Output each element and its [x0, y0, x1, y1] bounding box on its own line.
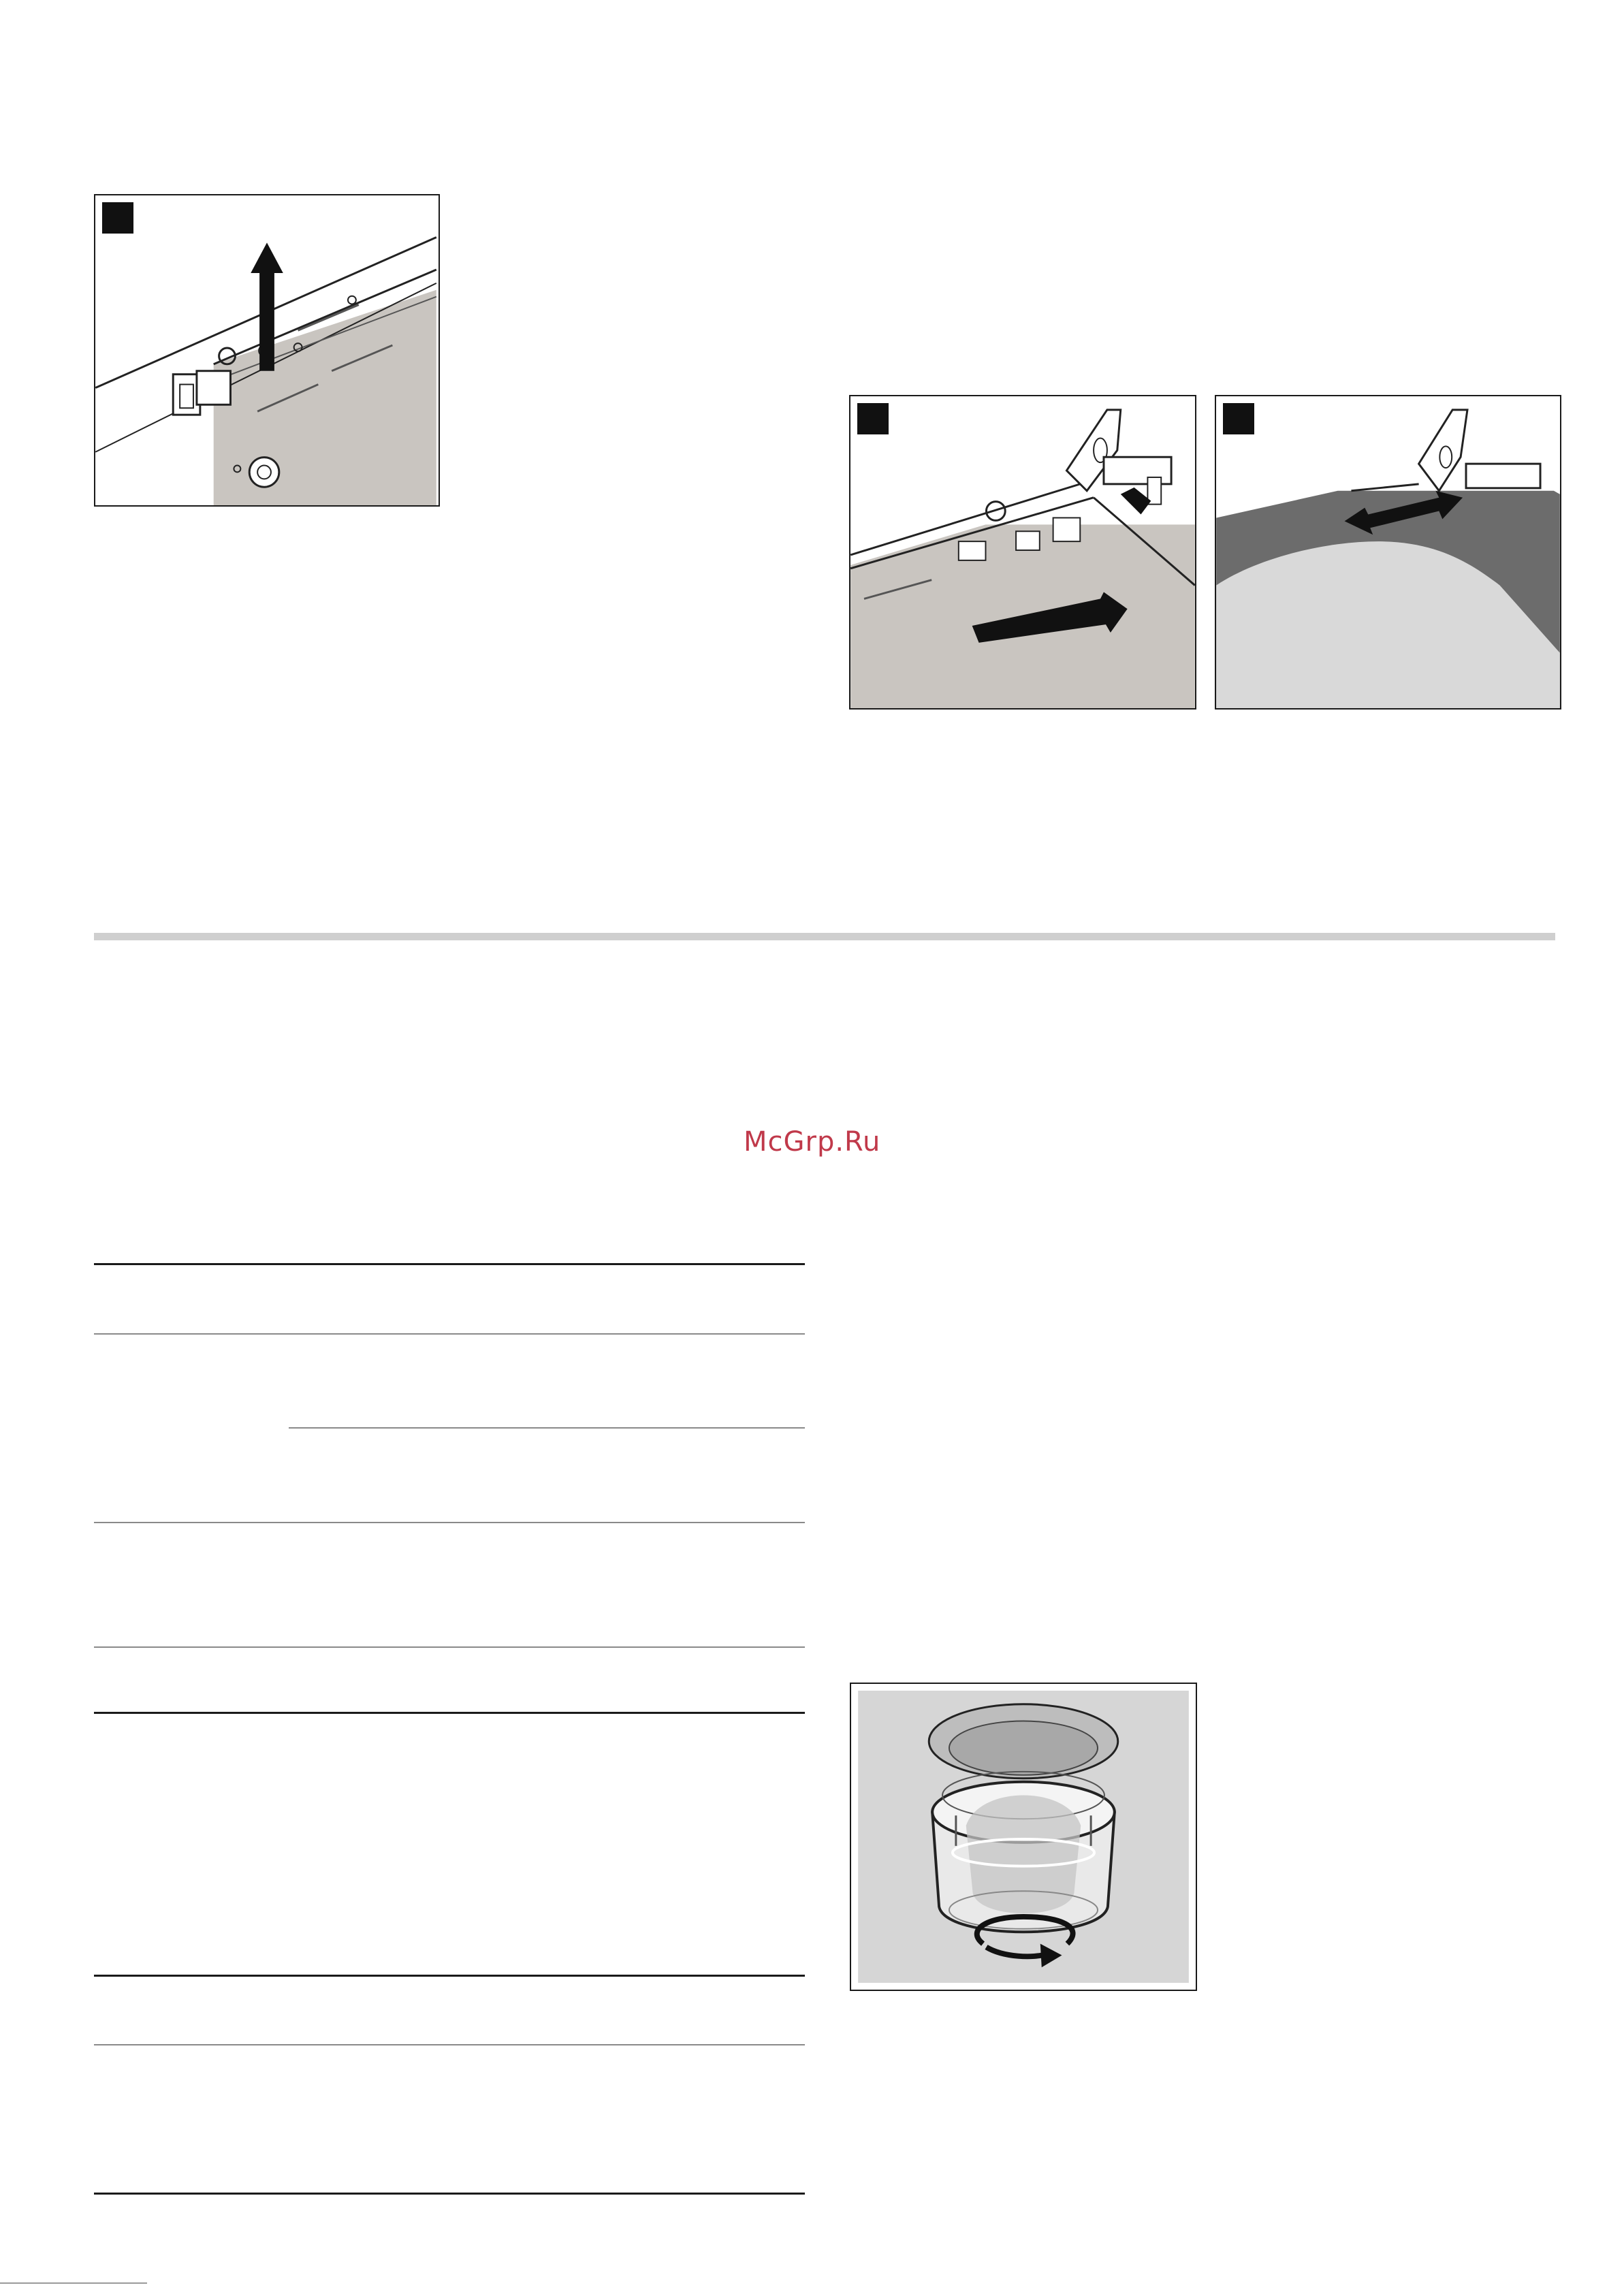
table-rule	[94, 2044, 805, 2045]
table-rule	[94, 1712, 805, 1714]
lamp-cover-illustration	[851, 1684, 1196, 1990]
page-corner-mark	[0, 2282, 147, 2284]
table-rule	[94, 1646, 805, 1648]
figure-lamp-cover	[850, 1683, 1197, 1991]
table-rule	[94, 1333, 805, 1335]
figure-rail-lift	[94, 194, 440, 507]
rail-slide-illustration	[1216, 396, 1560, 708]
section-separator	[94, 933, 1555, 940]
table-rule	[94, 2193, 805, 2195]
figure-rail-insert	[849, 395, 1196, 710]
table-rule	[94, 1975, 805, 1977]
table-rule	[94, 1522, 805, 1523]
rail-insert-illustration	[850, 396, 1195, 708]
watermark: McGrp.Ru	[744, 1126, 881, 1158]
table-rule	[94, 1263, 805, 1265]
step-badge	[857, 403, 889, 434]
step-badge	[1223, 403, 1254, 434]
rail-lift-illustration	[95, 195, 439, 505]
figure-rail-slide	[1215, 395, 1561, 710]
step-badge	[102, 202, 133, 234]
table-rule	[289, 1427, 805, 1429]
